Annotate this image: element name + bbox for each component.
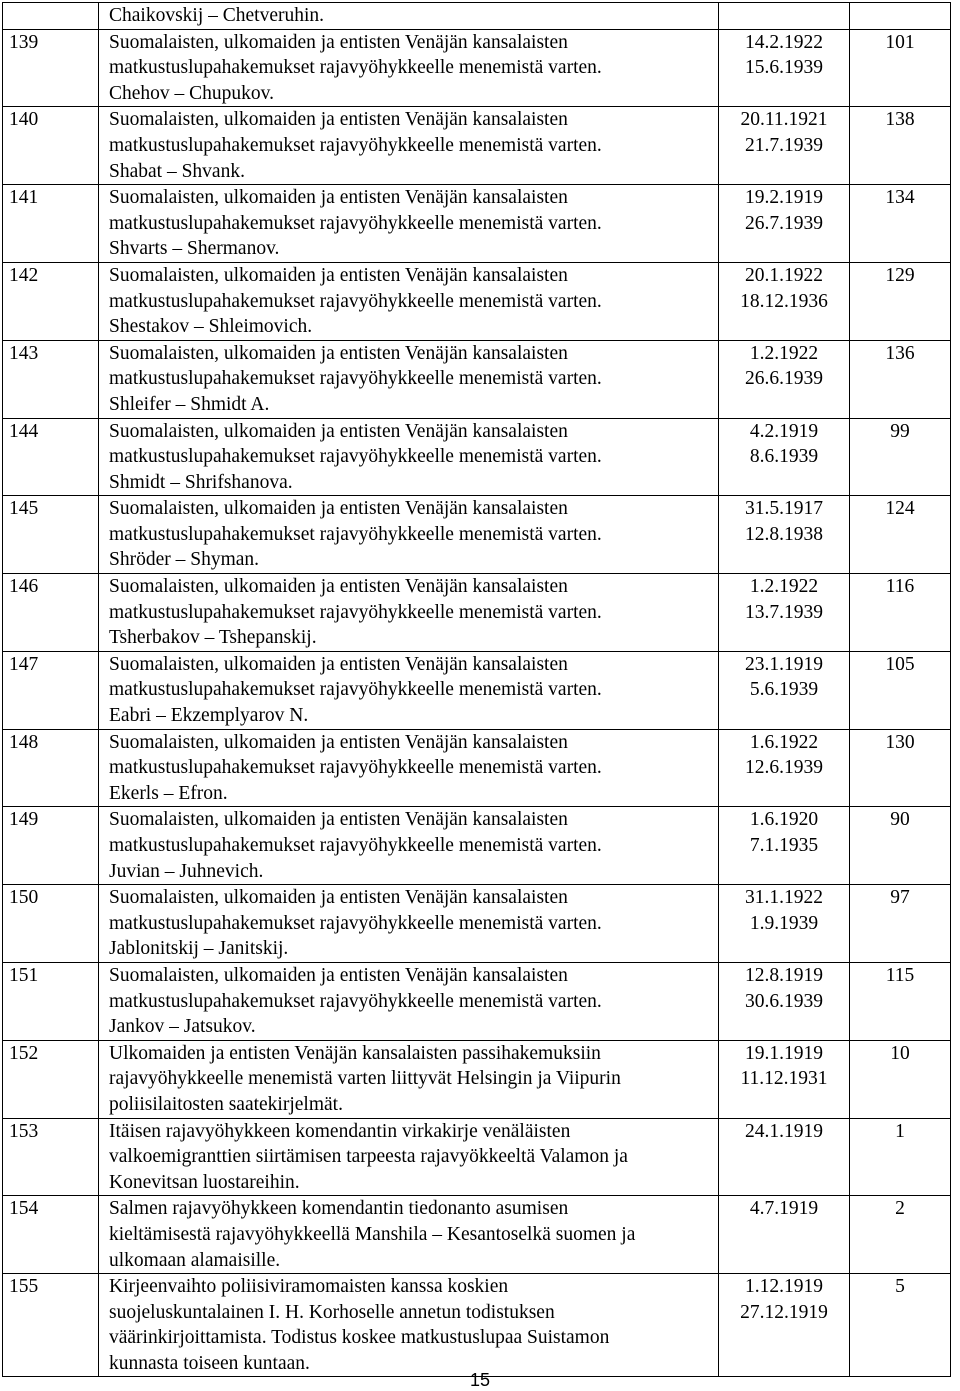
row-number: 152 [3,1040,99,1118]
table-row [3,1118,951,1196]
row-dates [719,3,850,30]
row-count: 5 [850,1274,951,1377]
end-date: 21.7.1939 [745,134,823,156]
table-row [3,651,951,729]
page-number: 15 [469,1370,491,1390]
start-date: 19.2.1919 [745,187,823,209]
row-number: 153 [3,1118,99,1196]
row-count: 138 [850,107,951,185]
row-number: 147 [3,651,99,729]
row-description [99,574,719,652]
row-description [99,1040,719,1118]
table-row [3,496,951,574]
description-line: Suomalaisten, ulkomaiden ja entisten Venäjän kansalaisten [109,498,568,520]
start-date: 31.5.1917 [745,498,823,520]
row-dates [719,1274,850,1377]
description-line: Shmidt – Shrifshanova. [109,471,293,493]
description-line: Ulkomaiden ja entisten Venäjän kansalaisten passihakemuksiin [109,1042,601,1064]
table-row [3,107,951,185]
description-line: suojeluskuntalainen I. H. Korhoselle annetun todistuksen [109,1301,555,1323]
table-row [3,185,951,263]
end-date: 26.6.1939 [745,368,823,390]
row-count [850,3,951,30]
description-line: matkustuslupahakemukset rajavyöhykkeelle menemistä varten. [109,446,602,468]
table-row [3,262,951,340]
row-number: 143 [3,340,99,418]
start-date: 4.7.1919 [749,1198,819,1220]
row-count: 90 [850,807,951,885]
row-number: 154 [3,1196,99,1274]
description-line: matkustuslupahakemukset rajavyöhykkeelle menemistä varten. [109,368,602,390]
description-line: Suomalaisten, ulkomaiden ja entisten Venäjän kansalaisten [109,342,568,364]
row-description [99,1274,719,1377]
row-number: 141 [3,185,99,263]
row-description [99,418,719,496]
start-date: 1.2.1922 [749,342,819,364]
description-line: Shestakov – Shleimovich. [109,316,313,338]
description-line: Suomalaisten, ulkomaiden ja entisten Venäjän kansalaisten [109,187,568,209]
row-description [99,1196,719,1274]
description-line: Suomalaisten, ulkomaiden ja entisten Venäjän kansalaisten [109,576,568,598]
end-date: 1.9.1939 [749,912,819,934]
description-line: Suomalaisten, ulkomaiden ja entisten Venäjän kansalaisten [109,964,568,986]
description-line: rajavyöhykkeelle menemistä varten liittyvät Helsingin ja Viipurin [109,1068,621,1090]
start-date: 19.1.1919 [745,1042,823,1064]
start-date: 1.12.1919 [745,1276,823,1298]
row-dates [719,496,850,574]
row-count: 124 [850,496,951,574]
row-dates [719,574,850,652]
description-line: Ekerls – Efron. [109,782,228,804]
row-description [99,107,719,185]
row-number: 150 [3,885,99,963]
row-description [99,3,719,30]
description-line: matkustuslupahakemukset rajavyöhykkeelle menemistä varten. [109,212,602,234]
description-line: matkustuslupahakemukset rajavyöhykkeelle menemistä varten. [109,134,602,156]
description-line: Chehov – Chupukov. [109,82,275,104]
description-line: Shleifer – Shmidt A. [109,393,270,415]
end-date: 12.8.1938 [745,523,823,545]
description-line: Shabat – Shvank. [109,160,245,182]
table-row [3,1040,951,1118]
start-date: 31.1.1922 [745,887,823,909]
description-line: ulkomaan alamaisille. [109,1249,281,1271]
end-date: 12.6.1939 [745,757,823,779]
start-date: 1.6.1920 [749,809,819,831]
table-row [3,807,951,885]
start-date: 1.6.1922 [749,731,819,753]
row-count: 99 [850,418,951,496]
description-line: matkustuslupahakemukset rajavyöhykkeelle menemistä varten. [109,57,602,79]
start-date: 23.1.1919 [745,653,823,675]
archive-table-body [3,3,951,1377]
row-number: 145 [3,496,99,574]
row-description [99,185,719,263]
description-line: matkustuslupahakemukset rajavyöhykkeelle menemistä varten. [109,679,602,701]
row-number: 140 [3,107,99,185]
description-line: Suomalaisten, ulkomaiden ja entisten Venäjän kansalaisten [109,731,568,753]
row-count: 116 [850,574,951,652]
description-line: väärinkirjoittamista. Todistus koskee matkustuslupaa Suistamon [109,1327,610,1349]
row-dates [719,29,850,107]
table-row [3,885,951,963]
row-count: 130 [850,729,951,807]
row-count: 10 [850,1040,951,1118]
start-date: 4.2.1919 [749,420,819,442]
description-line: Eabri – Ekzemplyarov N. [109,705,309,727]
row-count: 136 [850,340,951,418]
end-date: 5.6.1939 [749,679,819,701]
table-row [3,1274,951,1377]
end-date: 13.7.1939 [745,601,823,623]
description-line: Itäisen rajavyöhykkeen komendantin virkakirje venäläisten [109,1120,571,1142]
row-number: 139 [3,29,99,107]
row-number: 142 [3,262,99,340]
row-count: 129 [850,262,951,340]
table-row [3,962,951,1040]
description-line: matkustuslupahakemukset rajavyöhykkeelle menemistä varten. [109,912,602,934]
row-dates [719,418,850,496]
start-date: 12.8.1919 [745,964,823,986]
table-row [3,418,951,496]
row-count: 134 [850,185,951,263]
start-date: 20.11.1921 [740,109,828,131]
description-line: Suomalaisten, ulkomaiden ja entisten Venäjän kansalaisten [109,653,568,675]
row-description [99,729,719,807]
end-date: 15.6.1939 [745,57,823,79]
end-date: 8.6.1939 [749,446,819,468]
row-number: 144 [3,418,99,496]
row-dates [719,262,850,340]
end-date: 7.1.1935 [749,835,819,856]
row-dates [719,340,850,418]
table-row [3,1196,951,1274]
row-description [99,962,719,1040]
archive-table [2,2,951,1377]
row-count: 1 [850,1118,951,1196]
row-dates [719,1040,850,1118]
row-number: 151 [3,962,99,1040]
table-row [3,574,951,652]
row-count: 97 [850,885,951,963]
description-line: kieltämisestä rajavyöhykkeellä Manshila – Kesantoselkä suomen ja [109,1223,636,1245]
row-dates [719,107,850,185]
row-description [99,29,719,107]
row-count: 115 [850,962,951,1040]
row-dates [719,1196,850,1274]
end-date: 30.6.1939 [745,990,823,1012]
row-dates [719,651,850,729]
end-date: 18.12.1936 [740,290,828,312]
row-count: 105 [850,651,951,729]
start-date: 24.1.1919 [745,1120,823,1142]
table-row [3,729,951,807]
description-line: kunnasta toiseen kuntaan. [109,1352,310,1374]
table-row [3,29,951,107]
description-line: Jankov – Jatsukov. [109,1016,256,1038]
start-date: 14.2.1922 [745,31,823,53]
row-number [3,3,99,30]
row-count: 2 [850,1196,951,1274]
end-date: 11.12.1931 [740,1068,828,1090]
row-number: 149 [3,807,99,885]
description-line: poliisilaitosten saatekirjelmät. [109,1093,343,1115]
description-line: Shvarts – Shermanov. [109,238,280,260]
end-date: 26.7.1939 [745,212,823,234]
description-line: valkoemigranttien siirtämisen tarpeesta rajavyökkeeltä Valamon ja [109,1146,628,1168]
row-description [99,496,719,574]
description-line: Suomalaisten, ulkomaiden ja entisten Venäjän kansalaisten [109,109,568,131]
description-line: Chaikovskij – Chetveruhin. [109,5,325,26]
row-dates [719,729,850,807]
description-line: matkustuslupahakemukset rajavyöhykkeelle menemistä varten. [109,290,602,312]
row-description [99,340,719,418]
row-dates [719,807,850,885]
description-line: matkustuslupahakemukset rajavyöhykkeelle menemistä varten. [109,601,602,623]
table-row [3,3,951,30]
start-date: 1.2.1922 [749,576,819,598]
start-date: 20.1.1922 [745,264,823,286]
row-dates [719,885,850,963]
description-line: Suomalaisten, ulkomaiden ja entisten Venäjän kansalaisten [109,264,568,286]
description-line: matkustuslupahakemukset rajavyöhykkeelle menemistä varten. [109,523,602,545]
row-description [99,885,719,963]
description-line: Juvian – Juhnevich. [109,860,264,882]
description-line: Shröder – Shyman. [109,549,260,571]
description-line: matkustuslupahakemukset rajavyöhykkeelle menemistä varten. [109,990,602,1012]
row-number: 146 [3,574,99,652]
row-description [99,1118,719,1196]
row-dates [719,1118,850,1196]
row-number: 155 [3,1274,99,1377]
description-line: Konevitsan luostareihin. [109,1171,300,1193]
end-date: 27.12.1919 [740,1301,828,1323]
table-row [3,340,951,418]
description-line: Kirjeenvaihto poliisiviramomaisten kanssa koskien [109,1276,509,1298]
row-dates [719,185,850,263]
description-line: matkustuslupahakemukset rajavyöhykkeelle menemistä varten. [109,757,602,779]
description-line: matkustuslupahakemukset rajavyöhykkeelle menemistä varten. [109,835,602,856]
row-dates [719,962,850,1040]
row-description [99,807,719,885]
description-line: Salmen rajavyöhykkeen komendantin tiedonanto asumisen [109,1198,569,1220]
description-line: Suomalaisten, ulkomaiden ja entisten Venäjän kansalaisten [109,887,568,909]
description-line: Jablonitskij – Janitskij. [109,938,289,960]
row-description [99,262,719,340]
description-line: Suomalaisten, ulkomaiden ja entisten Venäjän kansalaisten [109,31,568,53]
description-line: Suomalaisten, ulkomaiden ja entisten Venäjän kansalaisten [109,420,568,442]
description-line: Tsherbakov – Tshepanskij. [109,627,317,649]
row-number: 148 [3,729,99,807]
row-count: 101 [850,29,951,107]
row-description [99,651,719,729]
description-line: Suomalaisten, ulkomaiden ja entisten Venäjän kansalaisten [109,809,568,831]
